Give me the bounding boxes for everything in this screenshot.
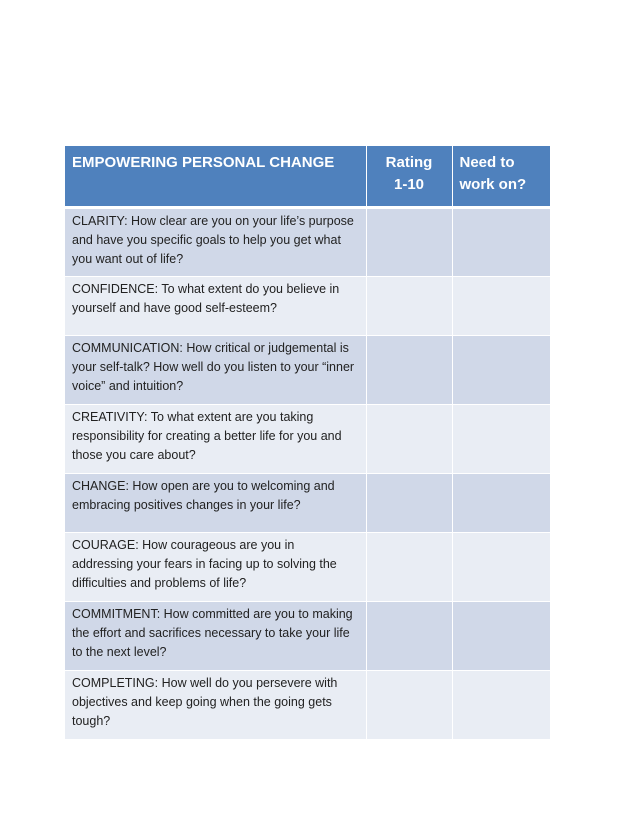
rating-cell[interactable] <box>366 336 452 405</box>
row-question: COMMITMENT: How committed are you to making the effort and sacrifices necessary to take your life to the next level? <box>65 602 366 671</box>
table-row <box>65 208 550 277</box>
header-rating-line1: Rating <box>385 154 433 171</box>
table-row <box>65 671 550 740</box>
need-to-work-on-cell[interactable] <box>452 671 550 740</box>
header-rating-line2: 1-10 <box>393 176 425 193</box>
row-question: COURAGE: How courageous are you in addressing your fears in facing up to solving the difficulties and problems of life? <box>65 533 366 602</box>
row-question: CREATIVITY: To what extent are you taking responsibility for creating a better life for you and those you care about? <box>65 405 366 474</box>
header-work-line1: Need to <box>459 154 515 171</box>
rating-cell[interactable] <box>366 405 452 474</box>
header-rating <box>366 146 452 208</box>
need-to-work-on-cell[interactable] <box>452 277 550 336</box>
need-to-work-on-cell[interactable] <box>452 208 550 277</box>
table-row <box>65 474 550 533</box>
header-title-text: EMPOWERING PERSONAL CHANGE <box>72 154 335 171</box>
rating-cell[interactable] <box>366 474 452 533</box>
row-question: COMPLETING: How well do you persevere with objectives and keep going when the going gets tough? <box>65 671 366 740</box>
table-header-row <box>65 146 550 208</box>
need-to-work-on-cell[interactable] <box>452 474 550 533</box>
header-title <box>65 146 366 208</box>
table-row <box>65 405 550 474</box>
table-row <box>65 602 550 671</box>
row-question: COMMUNICATION: How critical or judgemental is your self-talk? How well do you listen to your “inner voice” and intuition? <box>65 336 366 405</box>
row-question: CLARITY: How clear are you on your life’s purpose and have you specific goals to help you get what you want out of life? <box>65 208 366 277</box>
rating-cell[interactable] <box>366 533 452 602</box>
table-row <box>65 533 550 602</box>
header-work-line2: work on? <box>459 176 527 193</box>
need-to-work-on-cell[interactable] <box>452 533 550 602</box>
table-row <box>65 336 550 405</box>
table-row <box>65 277 550 336</box>
rating-cell[interactable] <box>366 671 452 740</box>
rating-cell[interactable] <box>366 277 452 336</box>
header-need-to-work-on <box>452 146 550 208</box>
personal-change-table <box>65 146 550 740</box>
need-to-work-on-cell[interactable] <box>452 336 550 405</box>
rating-cell[interactable] <box>366 208 452 277</box>
worksheet <box>65 146 550 740</box>
row-question: CONFIDENCE: To what extent do you believe in yourself and have good self-esteem? <box>65 277 366 336</box>
need-to-work-on-cell[interactable] <box>452 405 550 474</box>
row-question: CHANGE: How open are you to welcoming and embracing positives changes in your life? <box>65 474 366 533</box>
need-to-work-on-cell[interactable] <box>452 602 550 671</box>
rating-cell[interactable] <box>366 602 452 671</box>
